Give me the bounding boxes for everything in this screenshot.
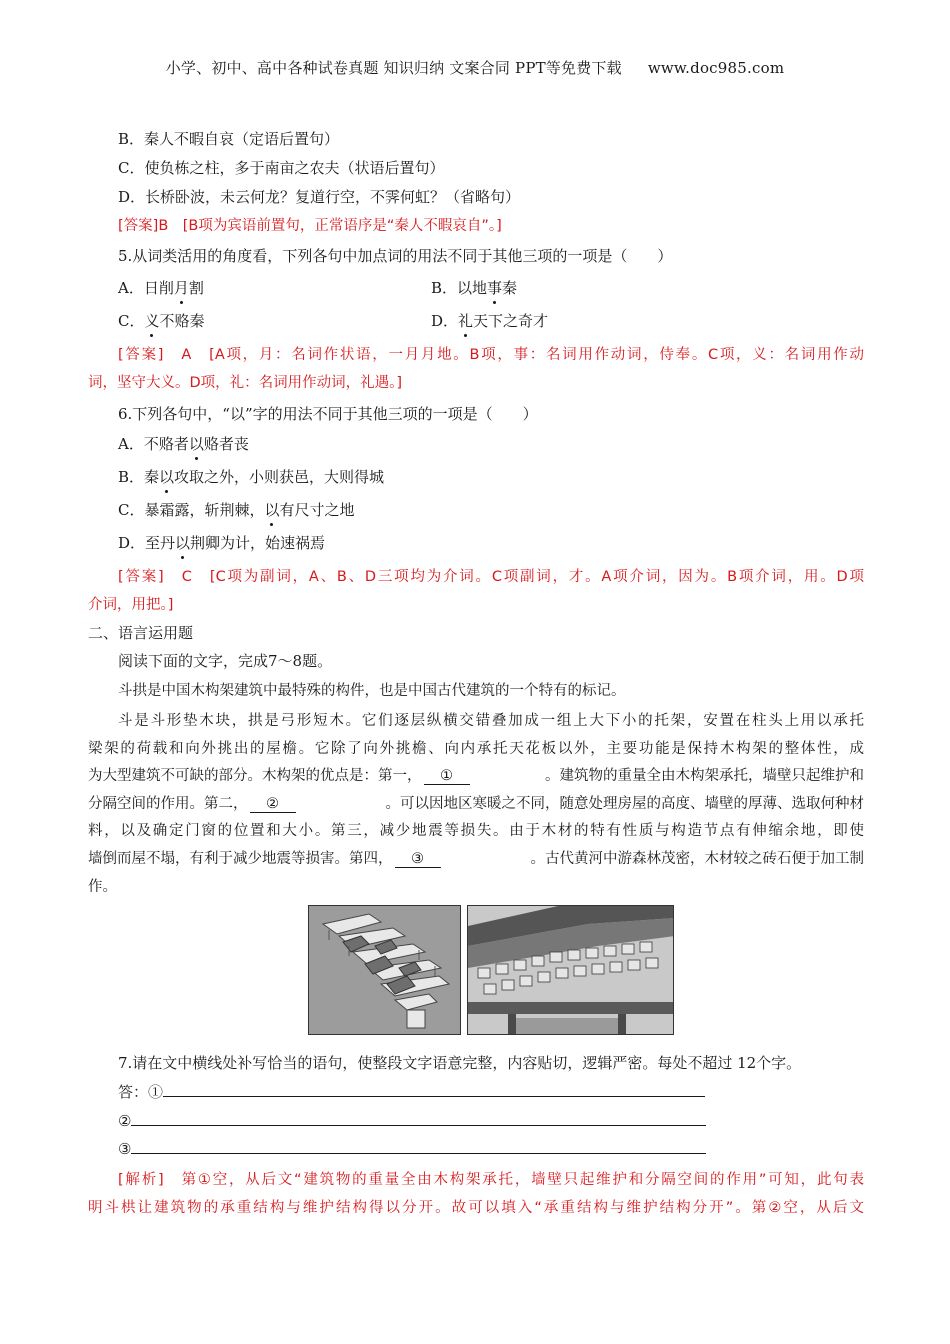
q5-answer-line2: 词，坚守大义。D项，礼：名词用作动词，礼遇。] xyxy=(88,375,403,391)
q5-answer-line1: [答案] A [A项，月：名词作状语，一月月地。B项，事：名词用作动词，侍奉。C项，义：名词用作动 xyxy=(118,347,864,363)
q7-answer-row-2 xyxy=(118,1110,706,1132)
q6-option-b-post: 攻取之外，小则获邑，大则得城 xyxy=(174,468,385,486)
q6-answer-line1: [答案] C [C项为副词，A、B、D三项均为介词。C项副词，才。A项介词，因为。B项介词，用。D项 xyxy=(118,569,864,585)
passage-p2-line4-pre: 分隔空间的作用。第二， xyxy=(88,796,248,812)
q4-answer: [答案]B [B项为宾语前置句，正常语序是“秦人不暇哀自”。] xyxy=(118,218,502,234)
passage-p2-line6-pre: 墙倒而屋不塌，有利于减少地震等损害。第四， xyxy=(88,851,393,867)
q6-option-a-dotted-word: 以 xyxy=(188,435,204,453)
q6-option-b-dotted-word: 以 xyxy=(159,468,175,486)
dougong-model-drawing xyxy=(309,906,461,1035)
passage-paragraph-1: 斗拱是中国木构架建筑中最特殊的构件，也是中国古代建筑的一个特有的标记。 xyxy=(118,683,626,699)
q5-option-b-dotted-word: 事 xyxy=(487,279,503,297)
passage-p2-line3 xyxy=(88,765,864,787)
q7-stem: 7.请在文中横线处补写恰当的语句，使整段文字语意完整，内容贴切，逻辑严密。每处不超过 12个字。 xyxy=(118,1054,802,1072)
q5-option-c-post: 不赂秦 xyxy=(159,312,205,330)
q7-answer-label-1: 答：① xyxy=(118,1083,164,1101)
passage-p2-line7: 作。 xyxy=(88,879,117,895)
q6-option-a-pre: A．不赂者 xyxy=(118,435,189,453)
q7-answer-line-2[interactable] xyxy=(131,1111,706,1126)
q5-option-b xyxy=(431,277,517,299)
blank-3[interactable]: ③ xyxy=(395,851,441,868)
q6-option-a xyxy=(118,433,249,455)
q7-answer-label-3: ③ xyxy=(118,1140,132,1158)
q6-option-d-post: 荆卿为计，始速祸焉 xyxy=(190,534,326,552)
passage-p2-line1: 斗是斗形垫木块，拱是弓形短木。它们逐层纵横交错叠加成一组上大下小的托架，安置在柱头上用以承托 xyxy=(118,713,864,729)
page-header xyxy=(0,57,950,78)
q5-option-c xyxy=(118,310,205,332)
q6-option-a-post: 赂者丧 xyxy=(203,435,249,453)
passage-p2-line6 xyxy=(88,848,864,870)
passage-p2-line2: 梁架的荷载和向外挑出的屋檐。它除了向外挑檐、向内承托天花板以外，主要功能是保持木构架的整体性，成 xyxy=(88,741,864,757)
temple-eaves-drawing xyxy=(468,906,674,1035)
passage-p2-line4 xyxy=(88,793,864,815)
q4-option-c: C．使负栋之柱，多于南亩之农夫（状语后置句） xyxy=(118,159,445,177)
q7-analysis-line1: [解析] 第①空，从后文“建筑物的重量全由木构架承托，墙壁只起维护和分隔空间的作用”可知，此句表 xyxy=(118,1172,864,1188)
q6-option-c-post: 有尺寸之地 xyxy=(279,501,355,519)
q6-option-c-dotted-word: 以 xyxy=(264,501,280,519)
q6-option-c xyxy=(118,499,355,521)
q5-option-a-dotted-word: 月 xyxy=(173,279,189,297)
passage-p2-line4-post: 。可以因地区寒暖之不同，随意处理房屋的高度、墙壁的厚薄、选取何种材 xyxy=(385,796,864,812)
q5-option-a-pre: A．日削 xyxy=(118,279,174,297)
q5-option-d xyxy=(431,310,548,332)
q4-option-b: B．秦人不暇自哀（定语后置句） xyxy=(118,130,340,148)
q6-stem: 6.下列各句中，“以”字的用法不同于其他三项的一项是（ ） xyxy=(118,405,538,423)
q5-option-b-pre: B．以地 xyxy=(431,279,488,297)
q7-answer-line-3[interactable] xyxy=(131,1139,706,1154)
q5-option-d-dotted-word: 礼 xyxy=(458,312,474,330)
q6-option-b xyxy=(118,466,384,488)
section-intro: 阅读下面的文字，完成7～8题。 xyxy=(118,652,333,670)
q7-answer-row-1 xyxy=(118,1081,705,1103)
q6-option-c-pre: C．暴霜露，斩荆棘， xyxy=(118,501,265,519)
q4-option-d: D．长桥卧波，未云何龙？复道行空，不霁何虹？（省略句） xyxy=(118,188,521,206)
passage-p2-line5: 料，以及确定门窗的位置和大小。第三，减少地震等损失。由于木材的特有性质与构造节点有伸缩余地，即使 xyxy=(88,823,864,839)
q7-answer-row-3 xyxy=(118,1138,706,1160)
q6-option-d xyxy=(118,532,325,554)
blank-1[interactable]: ① xyxy=(424,768,470,785)
q5-option-c-dotted-word: 义 xyxy=(144,312,160,330)
temple-eaves-photo xyxy=(467,905,674,1035)
q5-option-d-pre: D． xyxy=(431,312,459,330)
q5-option-d-post: 天下之奇才 xyxy=(473,312,549,330)
dougong-figures xyxy=(308,905,674,1035)
q5-option-a-post: 割 xyxy=(188,279,204,297)
header-site-link[interactable]: www.doc985.com xyxy=(647,59,785,77)
dougong-model-image xyxy=(308,905,461,1035)
q5-option-c-pre: C． xyxy=(118,312,145,330)
q7-answer-label-2: ② xyxy=(118,1112,132,1130)
header-text: 小学、初中、高中各种试卷真题 知识归纳 文案合同 PPT等免费下载 xyxy=(165,59,622,77)
section-title: 二、语言运用题 xyxy=(88,624,194,642)
q6-option-d-dotted-word: 以 xyxy=(175,534,191,552)
passage-p2-line6-post: 。古代黄河中游森林茂密，木材较之砖石便于加工制 xyxy=(530,851,864,867)
q7-answer-line-1[interactable] xyxy=(163,1082,705,1097)
q5-option-a xyxy=(118,277,204,299)
q5-stem: 5.从词类活用的角度看，下列各句中加点词的用法不同于其他三项的一项是（ ） xyxy=(118,247,673,265)
passage-p2-line3-pre: 为大型建筑不可缺的部分。木构架的优点是：第一， xyxy=(88,768,422,784)
q7-analysis-line2: 明斗栱让建筑物的承重结构与维护结构得以分开。故可以填入“承重结构与维护结构分开”。第②空，从后文 xyxy=(88,1200,864,1216)
q6-option-d-pre: D．至丹 xyxy=(118,534,176,552)
q6-option-b-pre: B．秦 xyxy=(118,468,160,486)
q5-option-b-post: 秦 xyxy=(502,279,518,297)
blank-2[interactable]: ② xyxy=(250,796,296,813)
passage-p2-line3-post: 。建筑物的重量全由木构架承托，墙壁只起维护和 xyxy=(545,768,864,784)
q6-answer-line2: 介词，用把。] xyxy=(88,597,174,613)
